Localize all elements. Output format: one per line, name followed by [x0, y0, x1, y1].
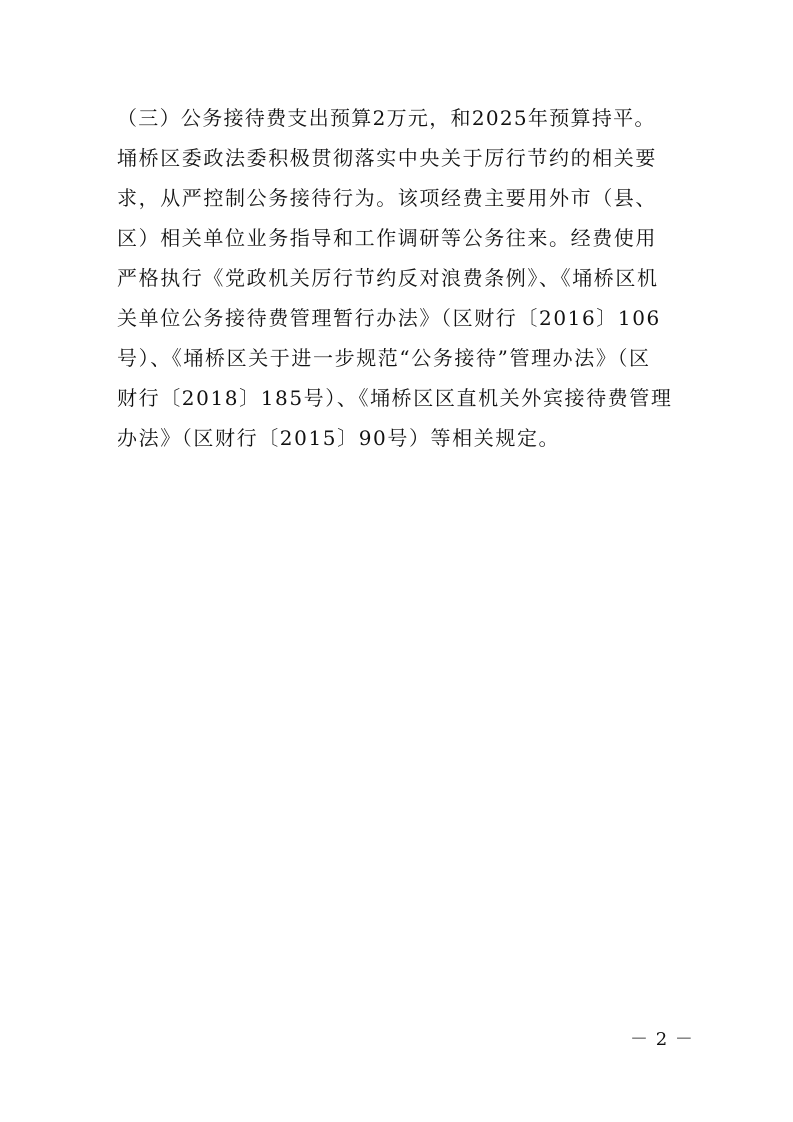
paragraph-line: 区）相关单位业务指导和工作调研等公务往来。经费使用: [117, 226, 657, 250]
page-number: － 2 －: [630, 1029, 694, 1050]
paragraph-line: （三）公务接待费支出预算2万元，和2025年预算持平。: [117, 106, 656, 130]
paragraph-line: 关单位公务接待费管理暂行办法》（区财行〔2016〕106: [117, 306, 661, 330]
paragraph-line: 严格执行《党政机关厉行节约反对浪费条例》、《埇桥区机: [117, 266, 659, 290]
paragraph-line: 办法》（区财行〔2015〕90号）等相关规定。: [117, 426, 561, 450]
paragraph-line: 埇桥区委政法委积极贯彻落实中央关于厉行节约的相关要: [117, 146, 657, 170]
paragraph-line: 求，从严控制公务接待行为。该项经费主要用外市（县、: [117, 186, 657, 210]
body-paragraph: [117, 98, 683, 458]
paragraph-line: 号）、《埇桥区关于进一步规范“公务接待”管理办法》（区: [117, 346, 651, 370]
paragraph-line: 财行〔2018〕185号）、《埇桥区区直机关外宾接待费管理: [117, 386, 673, 410]
